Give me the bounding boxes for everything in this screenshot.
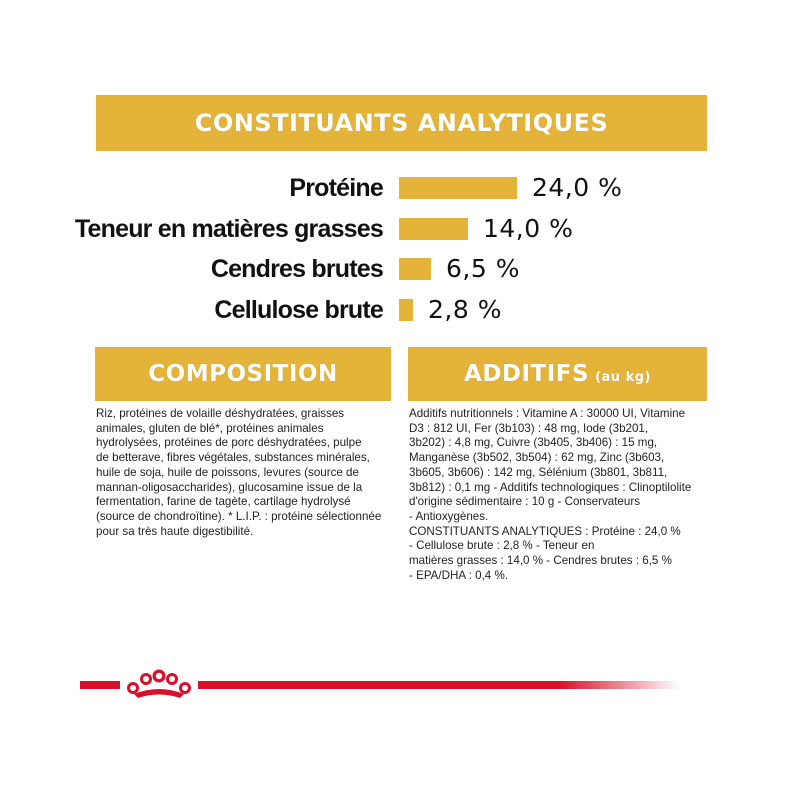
additifs-title-small: (au kg) [595,369,651,385]
stripe-left [80,681,120,689]
nutrient-row [0,290,800,330]
nutrient-bar [399,218,468,240]
brand-stripe [80,664,680,700]
nutrient-value: 6,5 % [446,254,520,283]
analytics-banner [96,95,707,151]
nutrient-row [0,168,800,208]
nutrient-value: 24,0 % [532,173,623,202]
nutrient-row [0,249,800,289]
nutrient-bar [399,177,517,199]
nutrient-bar [399,299,413,321]
nutrient-label: Protéine [289,174,383,202]
nutrient-row [0,209,800,249]
nutrient-value: 2,8 % [428,294,502,324]
stripe-right [198,681,680,689]
additifs-banner [408,347,707,401]
nutrient-label: Cendres brutes [210,255,383,283]
nutrient-label: Cellulose brute [214,295,383,324]
crown-icon [127,670,191,699]
footer-brand-bar [80,664,680,700]
composition-text: Riz, protéines de volaille déshydratées, graisses animales, gluten de blé*, protéines animales hydrolysées, protéines de porc déshydratées, pulpe de betterave, fibres végétales, substances minérales, huile de soja, huile de poissons, levures (source de mannan-oligosaccharides), glucosamine issue de la fermentation, farine de tagète, cartilage hydrolysé (source de chondroïtine). * L.I.P. : protéine sélectionnée pour sa très haute digestibilité. [96,407,382,538]
composition-banner [95,347,391,401]
nutrient-label: Teneur en matières grasses [74,214,383,243]
additifs-title: ADDITIFS [464,361,590,387]
nutrient-bar [399,258,431,280]
additifs-text: Additifs nutritionnels : Vitamine A : 30000 UI, Vitamine D3 : 812 UI, Fer (3b103) : 48 mg, Iode (3b201, 3b202) : 4,8 mg, Cuivre (3b405, 3b406) : 15 mg, Manganèse (3b502, 3b504) : 62 mg, Zinc (3b603, 3b605, 3b606) : 142 mg, Sélénium (3b801, 3b811, 3b812) : 0,1 mg - Additifs technologiques : Clinoptilolite d'origine sédimentaire : 10 g - Conservateurs - Antioxygènes. CONSTITUANTS ANALYTIQUES : Protéine : 24,0 % - Cellulose brute : 2,8 % - Teneur en matières grasses : 14,0 % - Cendres brutes : 6,5 % - EPA/DHA : 0,4 %. [409,407,692,582]
nutrient-value: 14,0 % [483,213,574,243]
analytics-title: CONSTITUANTS ANALYTIQUES [194,109,609,137]
composition-title: COMPOSITION [148,361,338,387]
